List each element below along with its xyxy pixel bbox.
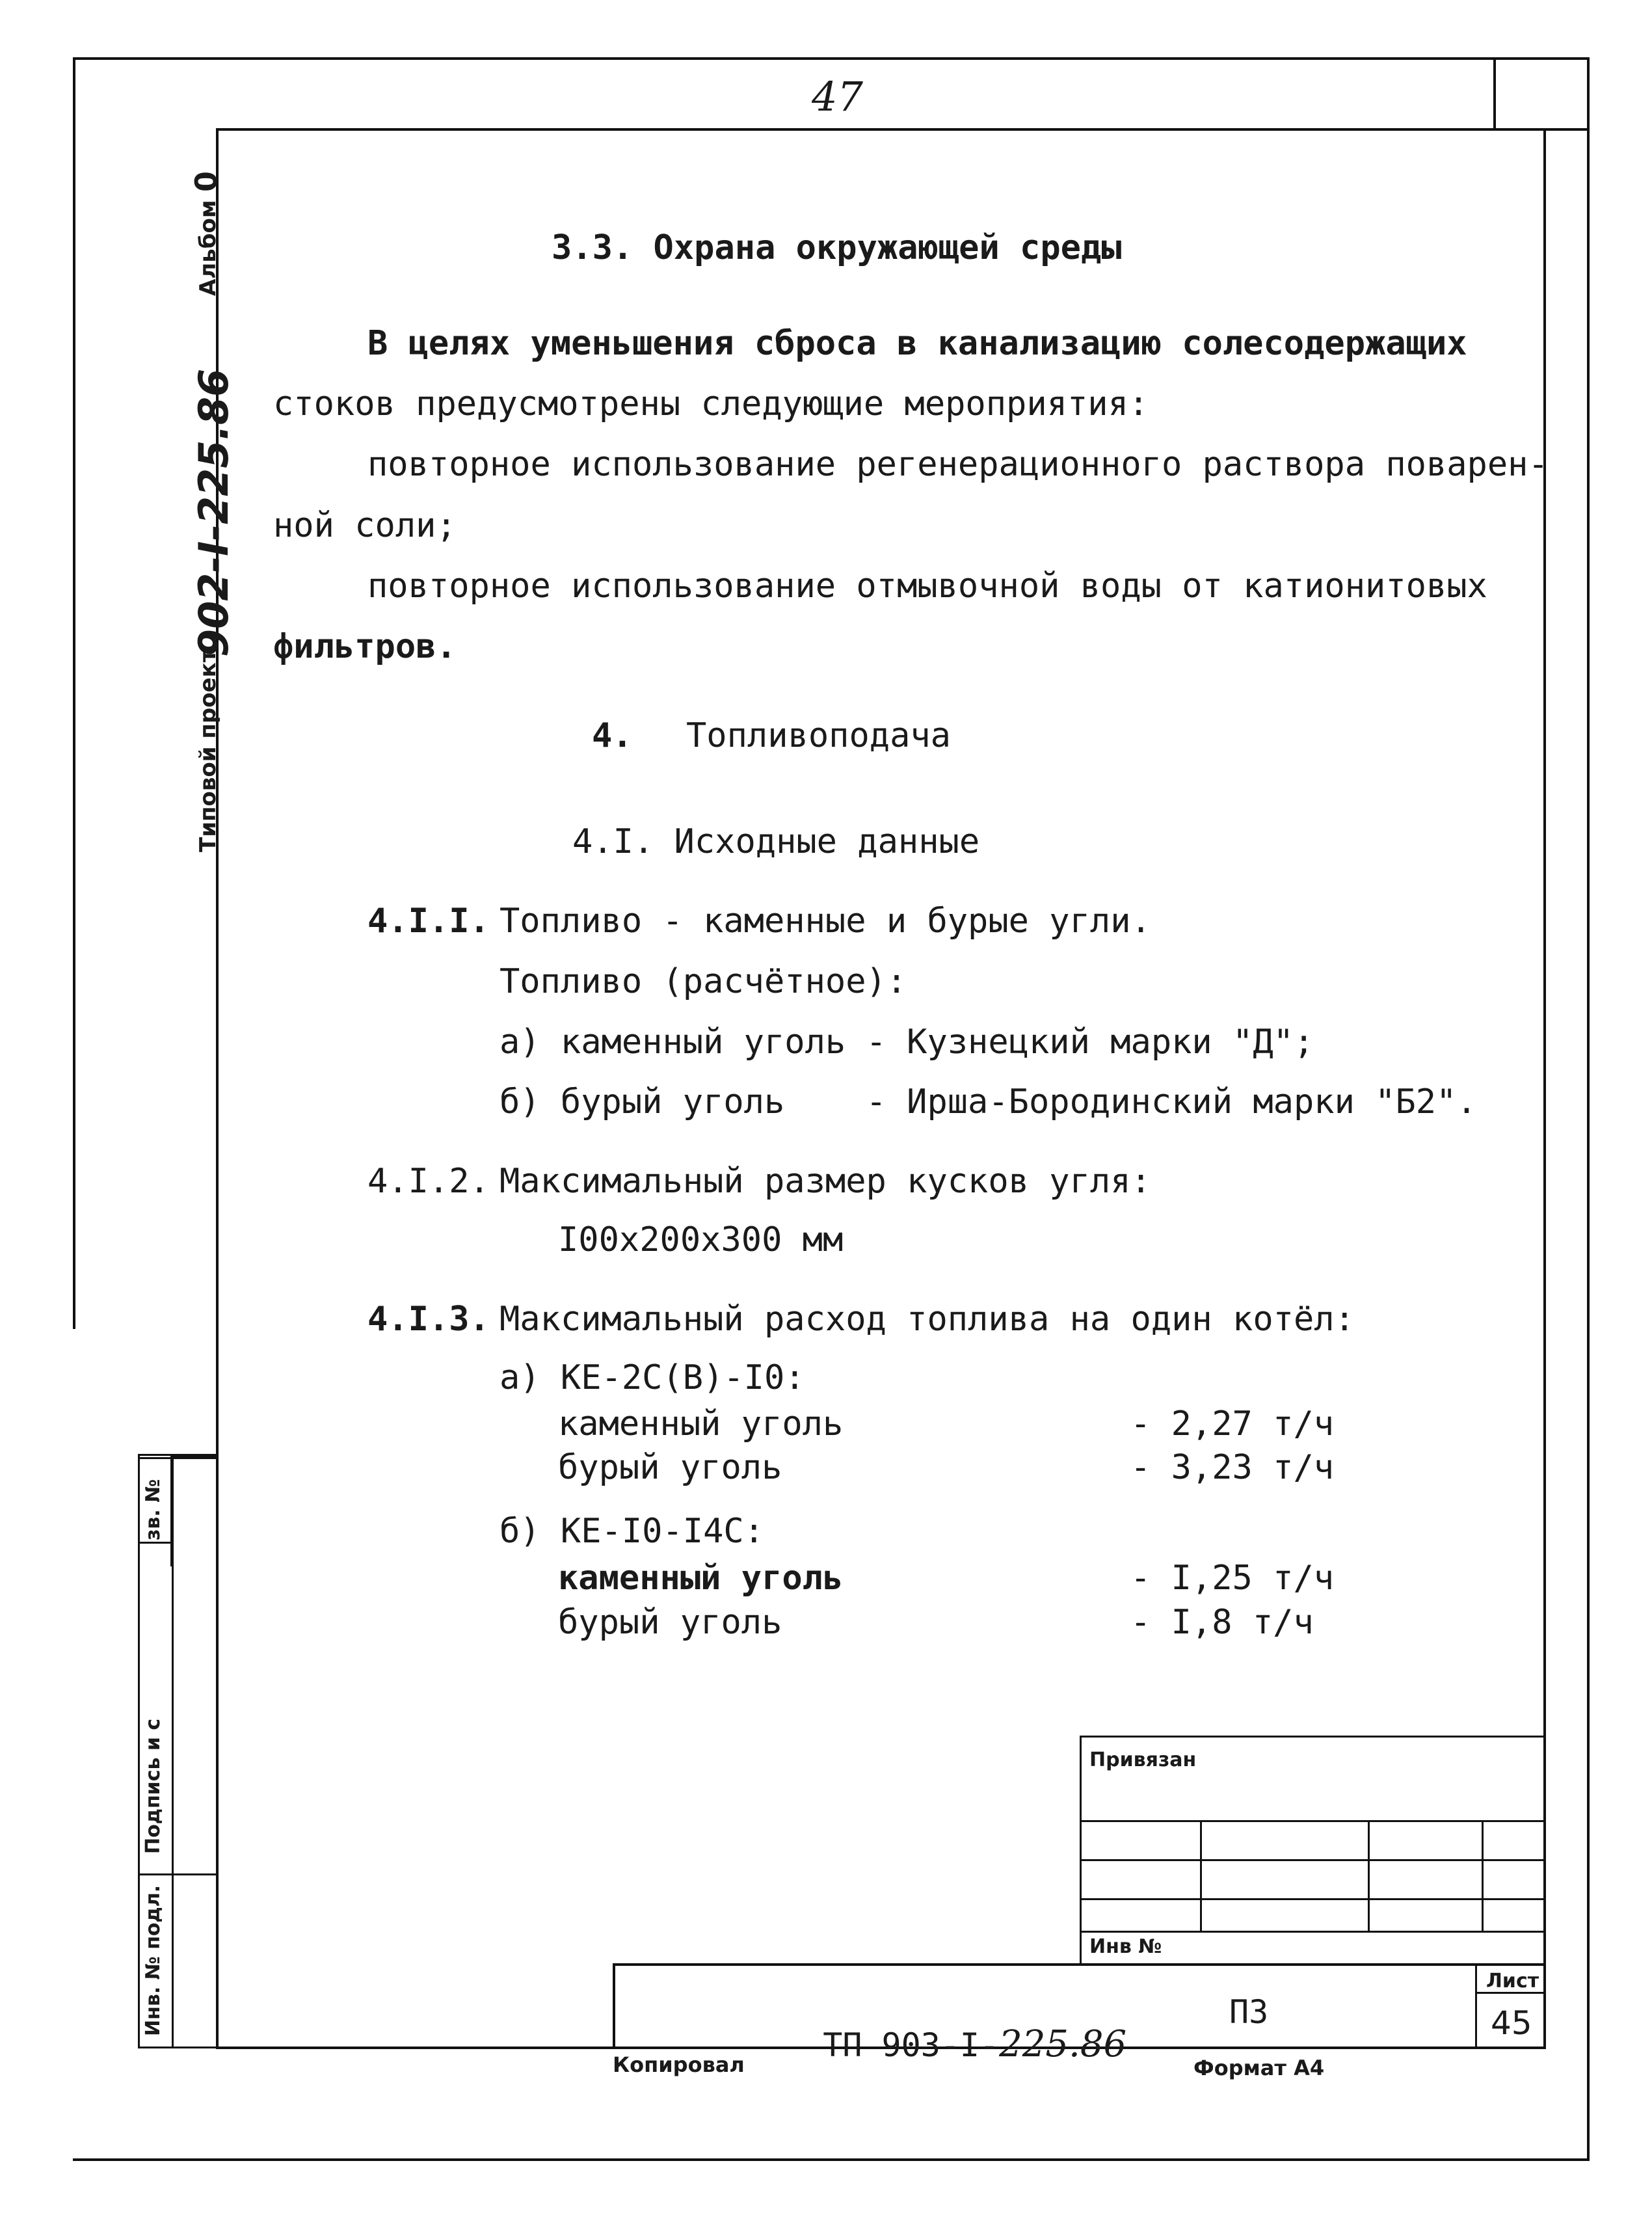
section-3-3-title: 3.3. Охрана окружающей среды [552,228,1122,267]
item-4-1-2-number: 4.I.2. [367,1162,490,1201]
section-4-number: 4. [592,716,633,755]
format-label: Формат А4 [1193,2056,1325,2080]
item-4-1-3-b-head: б) КЕ-I0-I4С: [500,1512,764,1551]
item-4-1-3-a-bur-val: - 3,23 т/ч [1130,1448,1335,1487]
copied-label: Копировал [613,2052,745,2077]
album-label: Альбом [195,200,221,296]
inv-orig-label: Инв. № подл. [142,1885,165,2036]
item-4-1-2-value: I00x200x300 мм [558,1220,844,1259]
item-4-1-3-a-kam-val: - 2,27 т/ч [1130,1404,1335,1443]
project-label: Типовой проект [195,649,221,852]
stamp-sheet-label: Лист [1486,1970,1539,1993]
item-4-1-3-text: Максимальный расход топлива на один котёл: [500,1300,1355,1339]
section-4-1-title: 4.I. Исходные данные [572,822,980,861]
signature-date-label: Подпись и с [142,1718,165,1854]
stamp-doc-code [784,1994,1126,2063]
item-4-1-3-b-kam-val: - I,25 т/ч [1130,1559,1335,1598]
stamp-inv-no: Инв № [1089,1935,1162,1958]
project-code: 902-I-225.86 [190,368,237,657]
handwritten-page-number: 47 [812,73,863,120]
item-4-1-1-calc: Топливо (расчётное): [500,962,907,1001]
item-4-1-3-b-bur: бурый уголь [558,1603,782,1642]
stamp-doc-code-printed: ТП 903-I- [823,2026,1000,2064]
stamp-privyazan: Привязан [1089,1749,1197,1771]
item-4-1-3-b-bur-val: - I,8 т/ч [1130,1603,1314,1642]
para-3-line-2: фильтров. [273,627,457,666]
para-2-line-2: ной соли; [273,506,457,545]
para-1-line-1: В целях уменьшения сброса в канализацию солесодержащих [367,324,1467,363]
item-4-1-3-a-kam: каменный уголь [558,1404,844,1443]
album-number: 0 [189,170,224,192]
stamp-doc-type: ПЗ [1229,1993,1269,2031]
stamp-sheet-number: 45 [1491,2004,1532,2042]
inv-dubl-label: зв. № [142,1479,165,1540]
stamp-doc-code-hand: 225.86 [999,2023,1127,2065]
section-4-title: Топливоподача [686,716,951,755]
item-4-1-1-a: а) каменный уголь - Кузнецкий марки "Д"; [500,1023,1314,1062]
item-4-1-3-a-head: а) КЕ-2С(В)-I0: [500,1358,805,1397]
item-4-1-3-b-kam: каменный уголь [558,1559,844,1598]
item-4-1-3-number: 4.I.3. [367,1300,490,1339]
para-2-line-1: повторное использование регенерационного раствора поварен- [367,445,1549,484]
item-4-1-1-b: б) бурый уголь - Ирша-Бородинский марки "Б2". [500,1082,1477,1121]
item-4-1-1-number: 4.I.I. [367,902,490,941]
item-4-1-3-a-bur: бурый уголь [558,1448,782,1487]
item-4-1-2-text: Максимальный размер кусков угля: [500,1162,1151,1201]
para-3-line-1: повторное использование отмывочной воды от катионитовых [367,567,1487,606]
para-1-line-2: стоков предусмотрены следующие мероприятия: [273,384,1149,423]
item-4-1-1-text: Топливо - каменные и бурые угли. [500,902,1151,941]
